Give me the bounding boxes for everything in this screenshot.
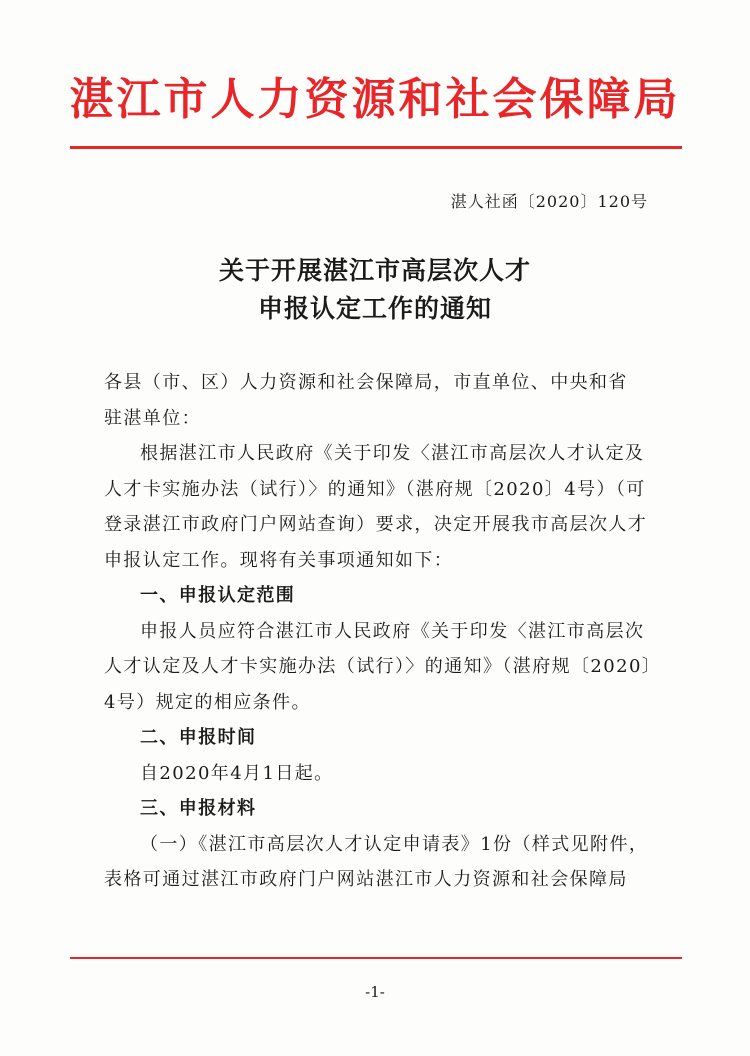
letterhead-org-name: 湛江市人力资源和社会保障局 [69,74,681,125]
title-line-2: 申报认定工作的通知 [257,294,492,323]
section-2-text: 自2020年4月1日起。 [140,762,334,784]
letterhead-red-rule [70,146,682,149]
document-body [104,365,656,898]
page-number: -1- [365,983,385,1001]
document-title [0,252,750,328]
title-line-1: 关于开展湛江市高层次人才 [218,256,531,285]
section-1-text: 申报人员应符合湛江市人民政府《关于印发〈湛江市高层次人才认定及人才卡实施办法（试行）〉的通知》（湛府规〔2020〕4号）规定的相应条件。 [104,620,653,713]
footer-red-rule [70,957,682,959]
document-number: 湛人社函〔2020〕120号 [450,192,648,211]
addressee-line-1: 各县（市、区）人力资源和社会保障局，市直单位、中央和省 [104,372,628,393]
section-2-heading: 二、申报时间 [140,727,257,748]
section-3-text: （一）《湛江市高层次人才认定申请表》1份（样式见附件，表格可通过湛江市政府门户网站湛江市人力资源和社会保障局 [104,833,649,890]
section-3-heading: 三、申报材料 [140,798,257,819]
intro-paragraph: 根据湛江市人民政府《关于印发〈湛江市高层次人才认定及人才卡实施办法（试行）〉的通知》（湛府规〔2020〕4号）（可登录湛江市政府门户网站查询）要求，决定开展我市高层次人才申报认定工作。现将有关事项通知如下： [104,443,648,571]
addressee-line-2: 驻湛单位： [104,407,201,429]
section-1-heading: 一、申报认定范围 [140,585,296,606]
